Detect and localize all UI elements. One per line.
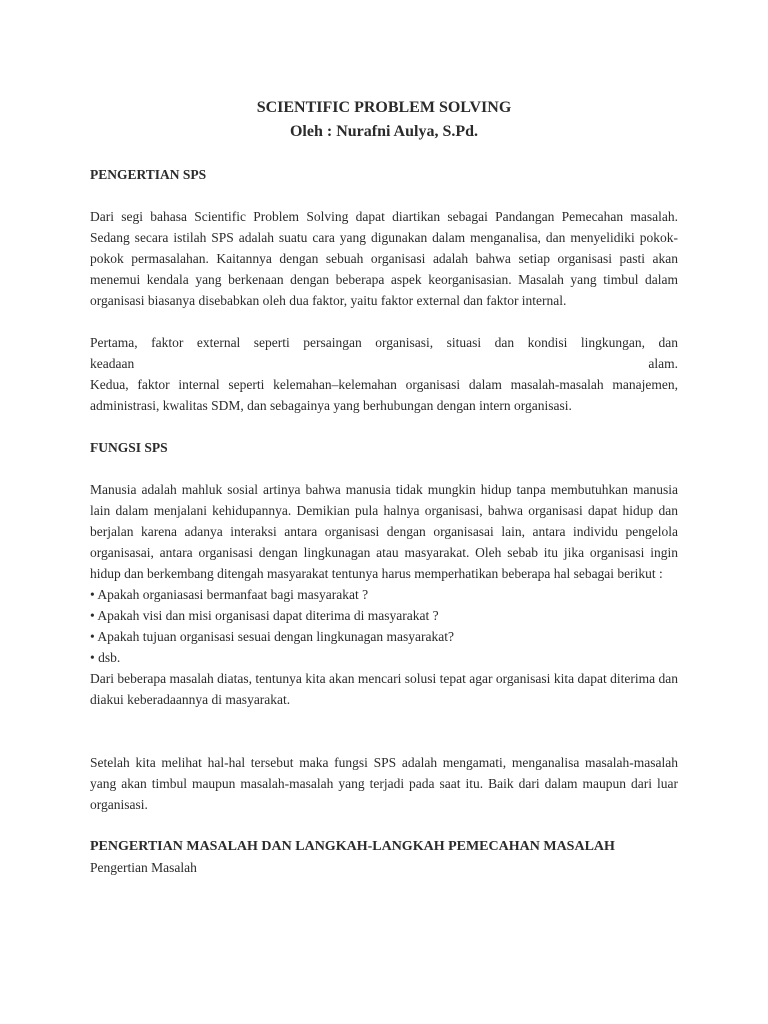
paragraph-internal: Kedua, faktor internal seperti kelemahan–kelemahan organisasi dalam masalah-masalah manajemen, administrasi, kwalitas SDM, dan sebagainya yang berhubungan dengan intern organisasi. bbox=[90, 377, 678, 413]
paragraph-external-line1: Pertama, faktor external seperti persaingan organisasi, situasi dan kondisi lingkungan, dan bbox=[90, 335, 678, 350]
document-author: Oleh : Nurafni Aulya, S.Pd. bbox=[289, 123, 479, 140]
paragraph-definition: Dari segi bahasa Scientific Problem Solving dapat diartikan sebagai Pandangan Pemecahan masalah. Sedang secara istilah SPS adalah suatu cara yang digunakan dalam menganalisa, dan menyelidiki pokok-pokok permasalahan. Kaitannya dengan sebuah organisasi adalah bahwa setiap organisasi pasti akan menemui kendala yang berkenaan dengan beberapa aspek keorganisasian. Masalah yang timbul dalam organisasi biasanya disebabkan oleh dua faktor, yaitu faktor external dan faktor internal. bbox=[90, 209, 678, 308]
subheading-pengertian-masalah: Pengertian Masalah bbox=[90, 860, 197, 875]
document-title: SCIENTIFIC PROBLEM SOLVING bbox=[256, 99, 512, 116]
bullet-item: • Apakah tujuan organisasi sesuai dengan lingkunagan masyarakat? bbox=[90, 629, 454, 644]
spacer bbox=[90, 710, 678, 752]
paragraph-fungsi-intro: Manusia adalah mahluk sosial artinya bahwa manusia tidak mungkin hidup tanpa membutuhkan manusia lain dalam menjalani kehidupannya. Demikian pula halnya organisasi, bahwa organisasi dapat hidup dan berjalan karena adanya interaksi antara organisasi dengan organisasai lain, antara individu pengelola organisasai, antara organisasi dengan lingkunagan atau masyarakat. Oleh sebab itu jika organisasi ingin hidup dan berkembang ditengah masyarakat tentunya harus memperhatikan beberapa hal sebagai berikut : bbox=[90, 482, 678, 581]
bullet-item: • Apakah visi dan misi organisasi dapat diterima di masyarakat ? bbox=[90, 608, 439, 623]
section-heading-pengertian-masalah: PENGERTIAN MASALAH DAN LANGKAH-LANGKAH PEMECAHAN MASALAH bbox=[90, 839, 615, 854]
section-heading-fungsi-sps: FUNGSI SPS bbox=[90, 440, 168, 455]
paragraph-fungsi-conclusion: Setelah kita melihat hal-hal tersebut maka fungsi SPS adalah mengamati, menganalisa masalah-masalah yang akan timbul maupun masalah-masalah yang terjadi pada saat itu. Baik dari dalam maupun dari luar organisasi. bbox=[90, 755, 678, 812]
bullet-item: • dsb. bbox=[90, 650, 121, 665]
bullet-item: • Apakah organiasasi bermanfaat bagi masyarakat ? bbox=[90, 587, 369, 602]
paragraph-fungsi-solusi: Dari beberapa masalah diatas, tentunya kita akan mencari solusi tepat agar organisasi kita dapat diterima dan diakui keberadaannya di masyarakat. bbox=[90, 671, 678, 707]
section-heading-pengertian-sps: PENGERTIAN SPS bbox=[90, 167, 207, 182]
document-page bbox=[90, 96, 678, 878]
paragraph-external-line2: keadaan alam. bbox=[90, 356, 678, 371]
